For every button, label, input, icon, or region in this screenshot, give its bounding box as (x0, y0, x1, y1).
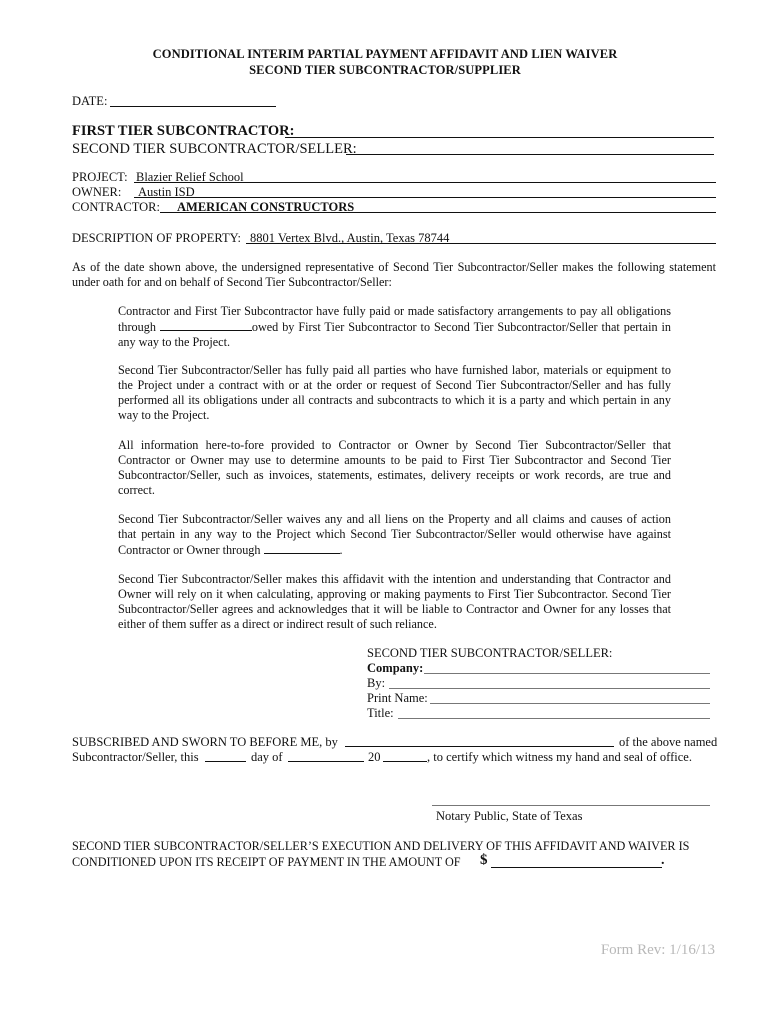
payment-through-date-field[interactable] (160, 319, 252, 331)
project-value: Blazier Relief School (136, 170, 244, 184)
signature-heading: SECOND TIER SUBCONTRACTOR/SELLER: (367, 646, 613, 660)
payment-amount-field[interactable] (491, 867, 662, 868)
paragraph-information-text: All information here-to-fore provided to Contractor or Owner by Second Tier Subcontractor/Seller that Contractor or Owner may use to determine amounts to be paid to First Tier Subcontractor and Second Tier Subcontractor/Seller, such as invoices, statements, estimates, delivery receipts or work records, are true and correct. (118, 438, 671, 497)
intro-text: As of the date shown above, the undersigned representative of Second Tier Subcontractor/Seller makes the following statement under oath for and on behalf of Second Tier Subcontractor/Seller: (72, 260, 716, 289)
sworn-day-field[interactable] (205, 761, 246, 762)
sworn-line2-c: 20 (368, 750, 381, 764)
paragraph-payment-text-a: Contractor and First Tier Subcontractor have fully paid or made satisfactory arrangements to pay all obligations through (118, 304, 671, 334)
company-label: Company: (367, 661, 424, 675)
company-field[interactable] (424, 673, 710, 674)
sworn-text-a: SUBSCRIBED AND SWORN TO BEFORE ME, by (72, 735, 338, 749)
first-tier-field[interactable] (285, 137, 714, 138)
waiver-through-date-field[interactable] (264, 542, 340, 554)
intro-paragraph (72, 260, 716, 290)
paragraph-parties-paid-text: Second Tier Subcontractor/Seller has fully paid all parties who have furnished labor, materials or equipment to the Project under a contract with or at the order or request of Second Tier Subcontractor/Seller and has fully performed all its obligations under all contracts and subcontracts to which it is a party and which pertain in any way to the Project. (118, 363, 671, 422)
print-name-label: Print Name: (367, 691, 428, 705)
sworn-year-field[interactable] (383, 761, 427, 762)
owner-field[interactable] (134, 197, 716, 198)
dollar-sign: $ (480, 852, 488, 868)
project-label: PROJECT: (72, 170, 128, 184)
paragraph-parties-paid (118, 363, 671, 423)
date-field[interactable] (110, 106, 276, 107)
owner-label: OWNER: (72, 185, 122, 199)
date-label: DATE: (72, 94, 108, 108)
sworn-line2-b: day of (251, 750, 283, 764)
by-field[interactable] (389, 688, 710, 689)
owner-value: Austin ISD (138, 185, 195, 199)
paragraph-reliance (118, 572, 671, 632)
condition-line-1: SECOND TIER SUBCONTRACTOR/SELLER’S EXECUTION AND DELIVERY OF THIS AFFIDAVIT AND WAIVER IS (72, 839, 690, 853)
paragraph-reliance-text: Second Tier Subcontractor/Seller makes this affidavit with the intention and understanding that Contractor and Owner will rely on it when calculating, approving or making payments to First Tier Subcontractor. Second Tier Subcontractor/Seller agrees and acknowledges that it will be liable to Contractor and Owner for any losses that either of them suffer as a direct or indirect result of such reliance. (118, 572, 671, 631)
property-label: DESCRIPTION OF PROPERTY: (72, 231, 241, 245)
first-tier-label: FIRST TIER SUBCONTRACTOR: (72, 123, 295, 139)
condition-line-2: CONDITIONED UPON ITS RECEIPT OF PAYMENT IN THE AMOUNT OF (72, 855, 461, 869)
title-label: Title: (367, 706, 394, 720)
property-value: 8801 Vertex Blvd., Austin, Texas 78744 (250, 231, 450, 245)
property-field[interactable] (246, 243, 716, 244)
document-title: CONDITIONAL INTERIM PARTIAL PAYMENT AFFIDAVIT AND LIEN WAIVER (152, 47, 618, 61)
project-field[interactable] (134, 182, 716, 183)
paragraph-waiver (118, 512, 671, 558)
document-subtitle: SECOND TIER SUBCONTRACTOR/SUPPLIER (249, 63, 521, 77)
amount-period: . (661, 853, 665, 868)
sworn-text-b: of the above named (619, 735, 718, 749)
second-tier-label: SECOND TIER SUBCONTRACTOR/SELLER: (72, 141, 357, 157)
notary-signature-field[interactable] (432, 805, 710, 806)
paragraph-information (118, 438, 671, 498)
contractor-value: AMERICAN CONSTRUCTORS (177, 200, 355, 214)
sworn-month-field[interactable] (288, 761, 364, 762)
contractor-field[interactable] (160, 212, 716, 213)
paragraph-payment-text-b: owed by First Tier Subcontractor to Second Tier Subcontractor/Seller that pertain in any way to the Project. (118, 319, 672, 349)
sworn-by-field[interactable] (345, 746, 614, 747)
print-name-field[interactable] (430, 703, 710, 704)
by-label: By: (367, 676, 386, 690)
title-field[interactable] (398, 718, 710, 719)
paragraph-payment (118, 304, 671, 350)
form-revision: Form Rev: 1/16/13 (600, 942, 715, 958)
contractor-label: CONTRACTOR: (72, 200, 160, 214)
second-tier-field[interactable] (346, 154, 714, 155)
paragraph-waiver-text-a: Second Tier Subcontractor/Seller waives any and all liens on the Property and all claims and causes of action that pertain in any way to the Project which Second Tier Subcontractor/Seller would otherwise have against Contractor or Owner through (118, 512, 671, 557)
paragraph-waiver-text-b: . (339, 542, 343, 557)
notary-caption: Notary Public, State of Texas (436, 809, 583, 823)
sworn-line2-d: , to certify which witness my hand and seal of office. (427, 750, 692, 764)
sworn-line2-a: Subcontractor/Seller, this (72, 750, 199, 764)
